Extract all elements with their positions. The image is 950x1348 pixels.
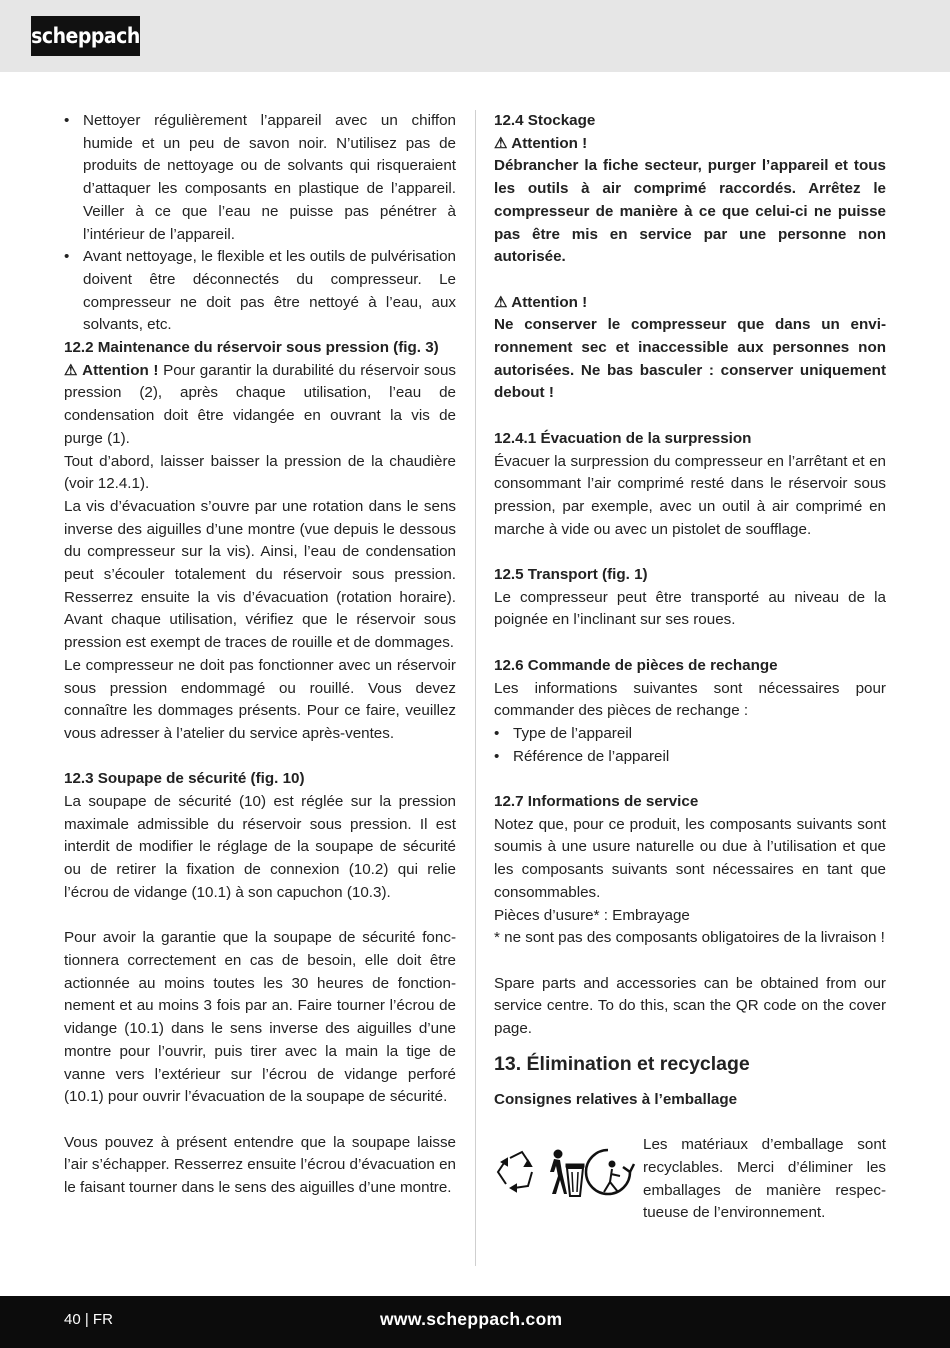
page-number: 40 | FR (64, 1311, 113, 1328)
paragraph: Les matériaux d’emballage sont recyclables. Merci d’éliminer les emballages de manière respectueuse de l’environnement. (643, 1136, 886, 1222)
warning-label: ⚠ Attention ! (64, 361, 159, 379)
paragraph: Spare parts and accessories can be obtained from our service centre. To do this, scan the QR code on the cover page. (494, 974, 886, 1038)
warning-text: Débrancher la fiche secteur, purger l’appareil et tous les outils à air comprimé raccordés. Arrêtez le compresseur de manière à ce que celui-ci ne puisse pas être mis en service par une personne non autorisée. (494, 157, 886, 266)
right-column (494, 110, 886, 1234)
paragraph: Vous pouvez à présent entendre que la soupape laisse l’air s’échapper. Resserrez ensuite l’écrou d’évacuation en le faisant tourner dans le sens des aiguilles d’une montre. (64, 1133, 456, 1196)
list-item: • Nettoyer régulièrement l’appareil avec un chiffon humide et un peu de savon noir. N’utilisez pas de produits de nettoyage ou de solvants qui risqueraient d’attaquer les composants en plastique de l’appareil. Veiller à ce que l’eau ne puisse pas pénétrer à l’intérieur de l’appareil. (64, 110, 456, 246)
footer-bar (0, 1296, 950, 1348)
paragraph: Le compresseur ne doit pas fonctionner avec un réservoir sous pression endommagé ou rouillé. Vous devez connaître les dommages présents. Pour ce faire, veuillez vous adresser à l’atelier du service après-ventes. (64, 656, 456, 742)
warning-label: ⚠ Attention ! (494, 293, 588, 311)
paragraph (64, 360, 456, 451)
column-divider (475, 110, 476, 1266)
section-heading: 12.3 Soupape de sécurité (fig. 10) (64, 770, 305, 788)
paragraph-text: Pour garantir la durabilité du réservoir sous pression (2), après chaque utilisation, l’eau de condensation doit être vidangée en ouvrant la vis de purge (1). (64, 361, 456, 447)
paragraph: Tout d’abord, laisser baisser la pression de la chaudière (voir 12.4.1). (64, 452, 456, 493)
section-heading: 12.2 Maintenance du réservoir sous pression (fig. 3) (64, 339, 439, 357)
left-column (64, 110, 456, 1200)
paragraph: Pour avoir la garantie que la soupape de sécurité fonctionnera correctement en cas de besoin, elle doit être actionnée au moins toutes les 30 heures de fonctionnement et au moins 3 fois par an. Faire tourner l’écrou de vidange (10.1) dans le sens inverse des aiguilles d’une montre pour l’ouvrir, puis tirer avec la main la tige de vanne vers l’extérieur sur l’écrou de vidange perforé (10.1) pour ouvrir l’évacuation de la soupape de sécurité. (64, 929, 456, 1106)
section-heading: 12.4 Stockage (494, 112, 596, 129)
section-heading: 12.4.1 Évacuation de la surpression (494, 429, 752, 447)
disposal-icons (494, 1142, 636, 1202)
section-heading: 12.5 Transport (fig. 1) (494, 566, 648, 584)
warning-label: ⚠ Attention ! (494, 134, 588, 152)
website-link[interactable]: www.scheppach.com (380, 1309, 563, 1329)
chapter-title: 13. Élimination et recyclage (494, 1052, 750, 1075)
section-heading: 12.7 Informations de service (494, 793, 699, 811)
paragraph: Les informations suivantes sont nécessaires pour commander des pièces de rechange : (494, 679, 886, 720)
list-item: • Type de l’appareil (494, 723, 886, 746)
paragraph: * ne sont pas des composants obligatoires de la livraison ! (494, 929, 885, 947)
list-item: • Avant nettoyage, le flexible et les outils de pulvérisation doivent être déconnectés du compresseur. Le compresseur ne doit pas être nettoyé à l’eau, aux solvants, etc. (64, 246, 456, 337)
paragraph: Pièces d’usure* : Embrayage (494, 906, 690, 924)
recycle-icon (498, 1152, 532, 1191)
warning-text: Ne conserver le compresseur que dans un environnement sec et inaccessible aux personnes non autorisées. Ne bas basculer : conserver uniquement debout ! (494, 316, 886, 402)
recycle-person-icon (586, 1150, 634, 1194)
brand-logo: scheppach (31, 16, 140, 56)
list-item: • Référence de l’appareil (494, 746, 886, 769)
paragraph: Le compresseur peut être transporté au niveau de la poignée en l’inclinant sur ses roues. (494, 588, 886, 629)
packaging-note (494, 1134, 886, 1234)
section-heading: 12.6 Commande de pièces de rechange (494, 656, 778, 674)
paragraph: La soupape de sécurité (10) est réglée sur la pression maximale admissible du réservoir sous pression. Il est interdit de modifier le réglage de la soupape de sécurité ou de retirer la fixation de connexion (10.2) qui relie l’écrou de vidange (10.1) à son capuchon (10.3). (64, 793, 456, 901)
bin-disposal-icon (550, 1150, 584, 1196)
paragraph: La vis d’évacuation s’ouvre par une rotation dans le sens inverse des aiguilles d’une montre (vue depuis le dessous du compresseur sur la vis). Ainsi, l’eau de condensation peut s’écouler totalement du réservoir sous pression. Resserrez ensuite la vis d’évacuation (rotation horaire). Avant chaque utilisation, vérifiez que le réservoir sous pression est exempt de traces de rouille et de dommages. (64, 497, 456, 652)
header-bar (0, 0, 950, 72)
paragraph: Notez que, pour ce produit, les composants suivants sont soumis à une usure naturelle ou due à l’utilisation et que les composants suivants sont nécessaires en tant que consommables. (494, 815, 886, 901)
paragraph: Évacuer la surpression du compresseur en l’arrêtant et en consommant l’air comprimé resté dans le réservoir sous pression, par exemple, avec un outil à air comprimé en marche à vide ou avec un pistolet de soufflage. (494, 452, 886, 538)
section-heading: Consignes relatives à l’emballage (494, 1090, 738, 1108)
